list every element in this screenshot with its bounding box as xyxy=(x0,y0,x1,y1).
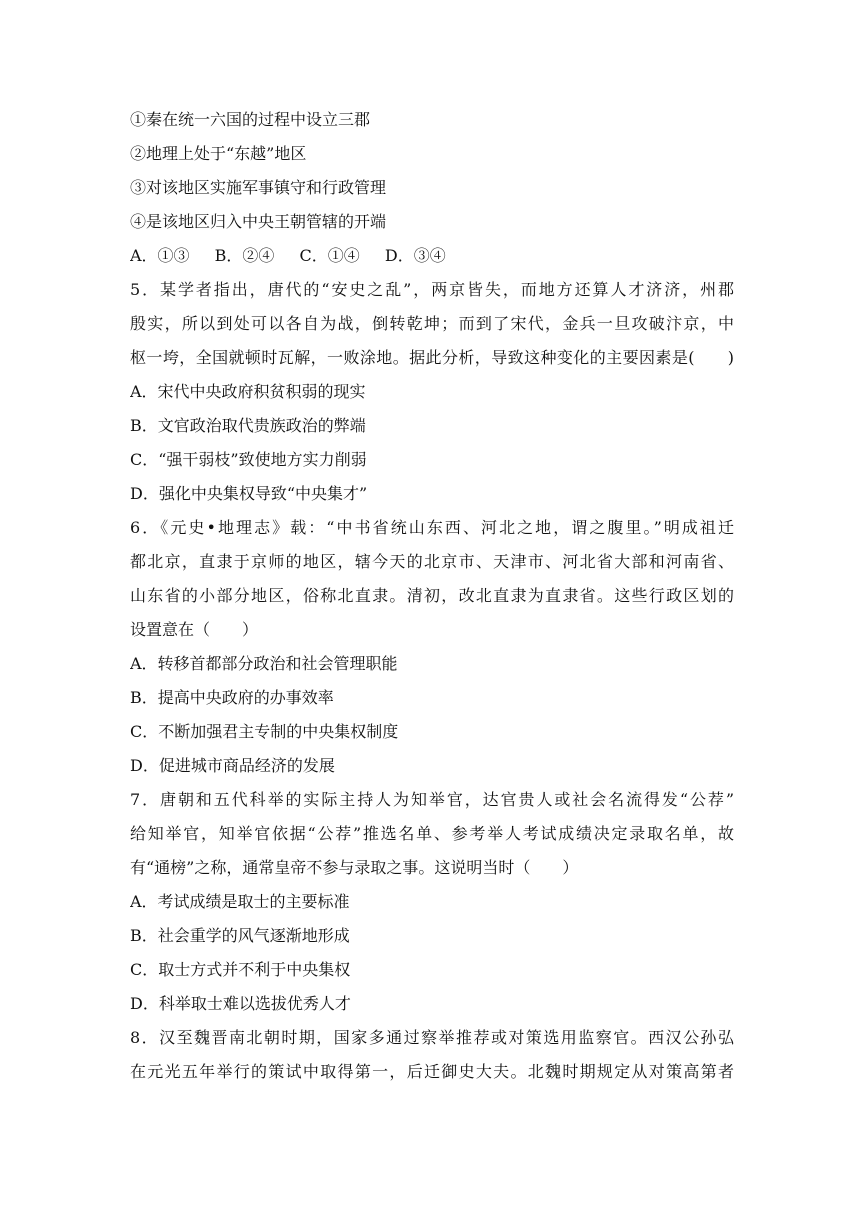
q5-option-c: C．“强干弱枝”致使地方实力削弱 xyxy=(130,450,367,469)
q6-option-c: C．不断加强君主专制的中央集权制度 xyxy=(130,722,399,741)
q5-stem-line-2: 殷实，所以到处可以各自为战，倒转乾坤；而到了宋代，金兵一旦攻破汴京，中 xyxy=(130,314,734,333)
q7-option-c: C．取士方式并不利于中央集权 xyxy=(130,960,351,979)
q7-option-d: D．科举取士难以选拔优秀人才 xyxy=(130,994,351,1013)
q7-option-a: A．考试成绩是取士的主要标准 xyxy=(130,892,350,911)
q4-item-2: ②地理上处于“东越”地区 xyxy=(130,144,307,163)
q6-stem-line-1: 6．《元史•地理志》载：“中书省统山东西、河北之地，谓之腹里。”明成祖迁 xyxy=(130,518,734,537)
q5-stem-line-3: 枢一垮，全国就顿时瓦解，一败涂地。据此分析，导致这种变化的主要因素是( ) xyxy=(130,348,734,367)
q4-item-1: ①秦在统一六国的过程中设立三郡 xyxy=(130,110,371,129)
exam-page xyxy=(130,103,734,1089)
q6-stem-line-2: 都北京，直隶于京师的地区，辖今天的北京市、天津市、河北省大部和河南省、 xyxy=(130,552,734,571)
q6-option-b: B．提高中央政府的办事效率 xyxy=(130,688,334,707)
q8-stem-line-2: 在元光五年举行的策试中取得第一，后迁御史大夫。北魏时期规定从对策高第者 xyxy=(130,1062,734,1081)
q4-options xyxy=(130,239,734,273)
q6-option-a: A．转移首都部分政治和社会管理职能 xyxy=(130,654,398,673)
q4-option-a: A．①③ xyxy=(130,246,190,265)
q4-item-4: ④是该地区归入中央王朝管辖的开端 xyxy=(130,212,387,231)
q6-stem-line-4: 设置意在（ ） xyxy=(130,620,259,639)
q6-stem-line-3: 山东省的小部分地区，俗称北直隶。清初，改北直隶为直隶省。这些行政区划的 xyxy=(130,586,734,605)
q4-item-3: ③对该地区实施军事镇守和行政管理 xyxy=(130,178,387,197)
q5-stem-line-1: 5．某学者指出，唐代的“安史之乱”，两京皆失，而地方还算人才济济，州郡 xyxy=(130,280,734,299)
q4-option-d: D．③④ xyxy=(384,246,446,265)
q6-option-d: D．促进城市商品经济的发展 xyxy=(130,756,335,775)
q7-stem-line-2: 给知举官，知举官依据“公荐”推选名单、参考举人考试成绩决定录取名单，故 xyxy=(130,824,734,843)
q8-stem-line-1: 8．汉至魏晋南北朝时期，国家多通过察举推荐或对策选用监察官。西汉公孙弘 xyxy=(130,1028,734,1047)
q5-option-d: D．强化中央集权导致“中央集才” xyxy=(130,484,368,503)
q7-option-b: B．社会重学的风气逐渐地形成 xyxy=(130,926,350,945)
q5-option-a: A．宋代中央政府积贫积弱的现实 xyxy=(130,382,366,401)
q5-option-b: B．文官政治取代贵族政治的弊端 xyxy=(130,416,366,435)
q4-option-b: B．②④ xyxy=(214,246,275,265)
q7-stem-line-1: 7．唐朝和五代科举的实际主持人为知举官，达官贵人或社会名流得发“公荐” xyxy=(130,790,734,809)
q7-stem-line-3: 有“通榜”之称，通常皇帝不参与录取之事。这说明当时（ ） xyxy=(130,858,579,877)
q4-option-c: C．①④ xyxy=(299,246,360,265)
